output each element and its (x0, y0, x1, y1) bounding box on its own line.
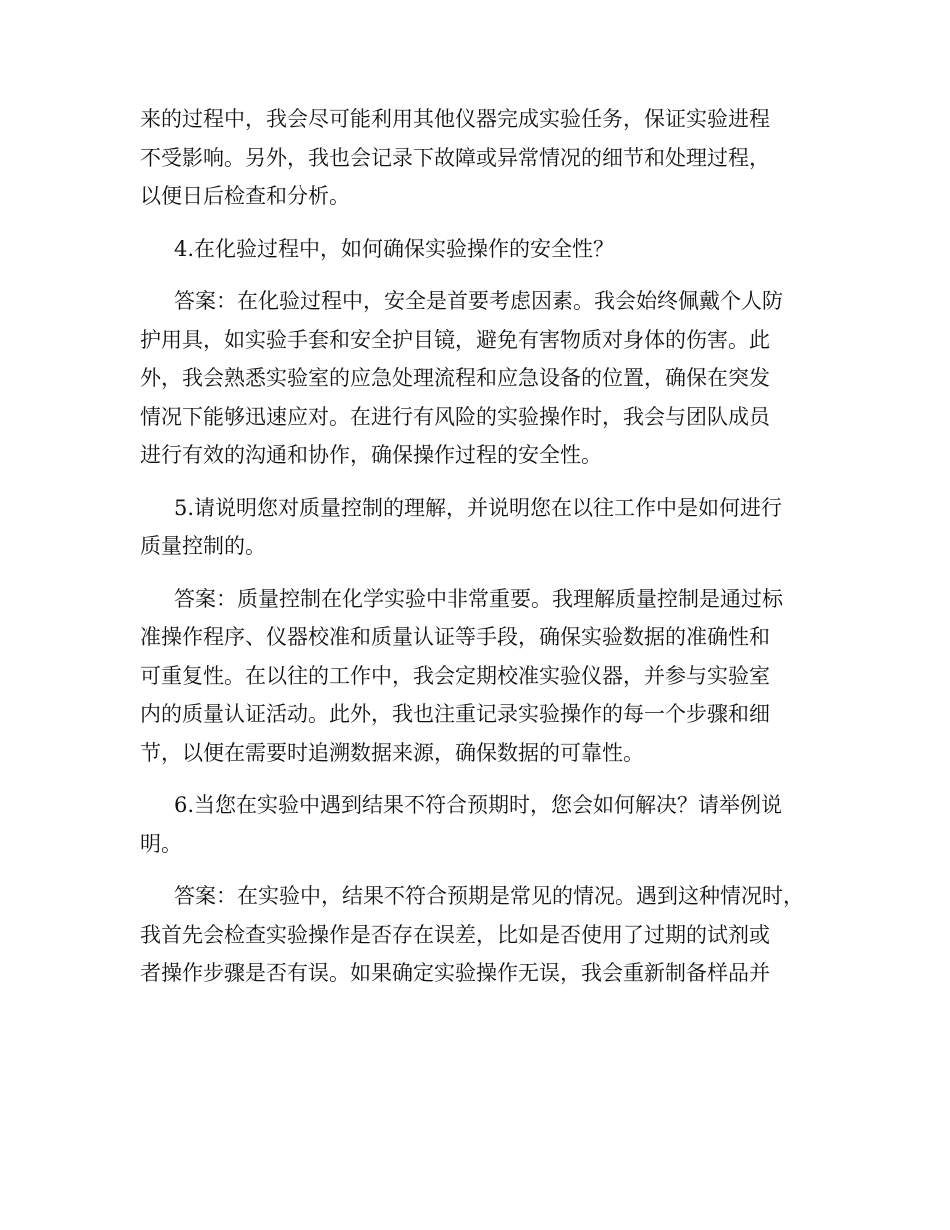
text-line: 我首先会检查实验操作是否存在误差，比如是否使用了过期的试剂或 (140, 922, 770, 947)
text-line: 明。 (140, 831, 182, 856)
text-line: 来的过程中，我会尽可能利用其他仪器完成实验任务，保证实验进程 (140, 107, 770, 131)
text-line: 答案：在实验中，结果不符合预期是常见的情况。遇到这种情况时， (174, 884, 804, 908)
question-6 (140, 786, 820, 863)
text-line: 外，我会熟悉实验室的应急处理流程和应急设备的位置，确保在突发 (140, 366, 770, 390)
text-line: 不受影响。另外，我也会记录下故障或异常情况的细节和处理过程， (140, 145, 770, 170)
answer-5 (140, 580, 820, 773)
answer-4 (140, 282, 820, 475)
text-line: 5.请说明您对质量控制的理解，并说明您在以往工作中是如何进行 (174, 495, 783, 520)
text-line: 以便日后检查和分析。 (140, 184, 350, 208)
text-line: 进行有效的沟通和协作，确保操作过程的安全性。 (140, 443, 602, 467)
question-5 (140, 489, 820, 566)
document-body (140, 100, 820, 993)
question-4 (140, 230, 820, 269)
answer-6 (140, 877, 820, 993)
text-line: 答案：在化验过程中，安全是首要考虑因素。我会始终佩戴个人防 (174, 289, 783, 313)
text-line: 者操作步骤是否有误。如果确定实验操作无误，我会重新制备样品并 (140, 961, 770, 985)
text-line: 情况下能够迅速应对。在进行有风险的实验操作时，我会与团队成员 (140, 404, 770, 429)
paragraph-continuation (140, 100, 820, 216)
text-line: 4.在化验过程中，如何确保实验操作的安全性？ (174, 236, 615, 261)
text-line: 护用具，如实验手套和安全护目镜，避免有害物质对身体的伤害。此 (140, 327, 770, 352)
text-line: 6.当您在实验中遇到结果不符合预期时，您会如何解决？请举例说 (174, 793, 783, 817)
text-line: 内的质量认证活动。此外，我也注重记录实验操作的每一个步骤和细 (140, 702, 770, 726)
text-line: 节，以便在需要时追溯数据来源，确保数据的可靠性。 (140, 740, 644, 765)
text-line: 答案：质量控制在化学实验中非常重要。我理解质量控制是通过标 (174, 586, 783, 611)
text-line: 准操作程序、仪器校准和质量认证等手段，确保实验数据的准确性和 (140, 625, 770, 649)
text-line: 可重复性。在以往的工作中，我会定期校准实验仪器，并参与实验室 (140, 663, 770, 688)
text-line: 质量控制的。 (140, 534, 266, 558)
